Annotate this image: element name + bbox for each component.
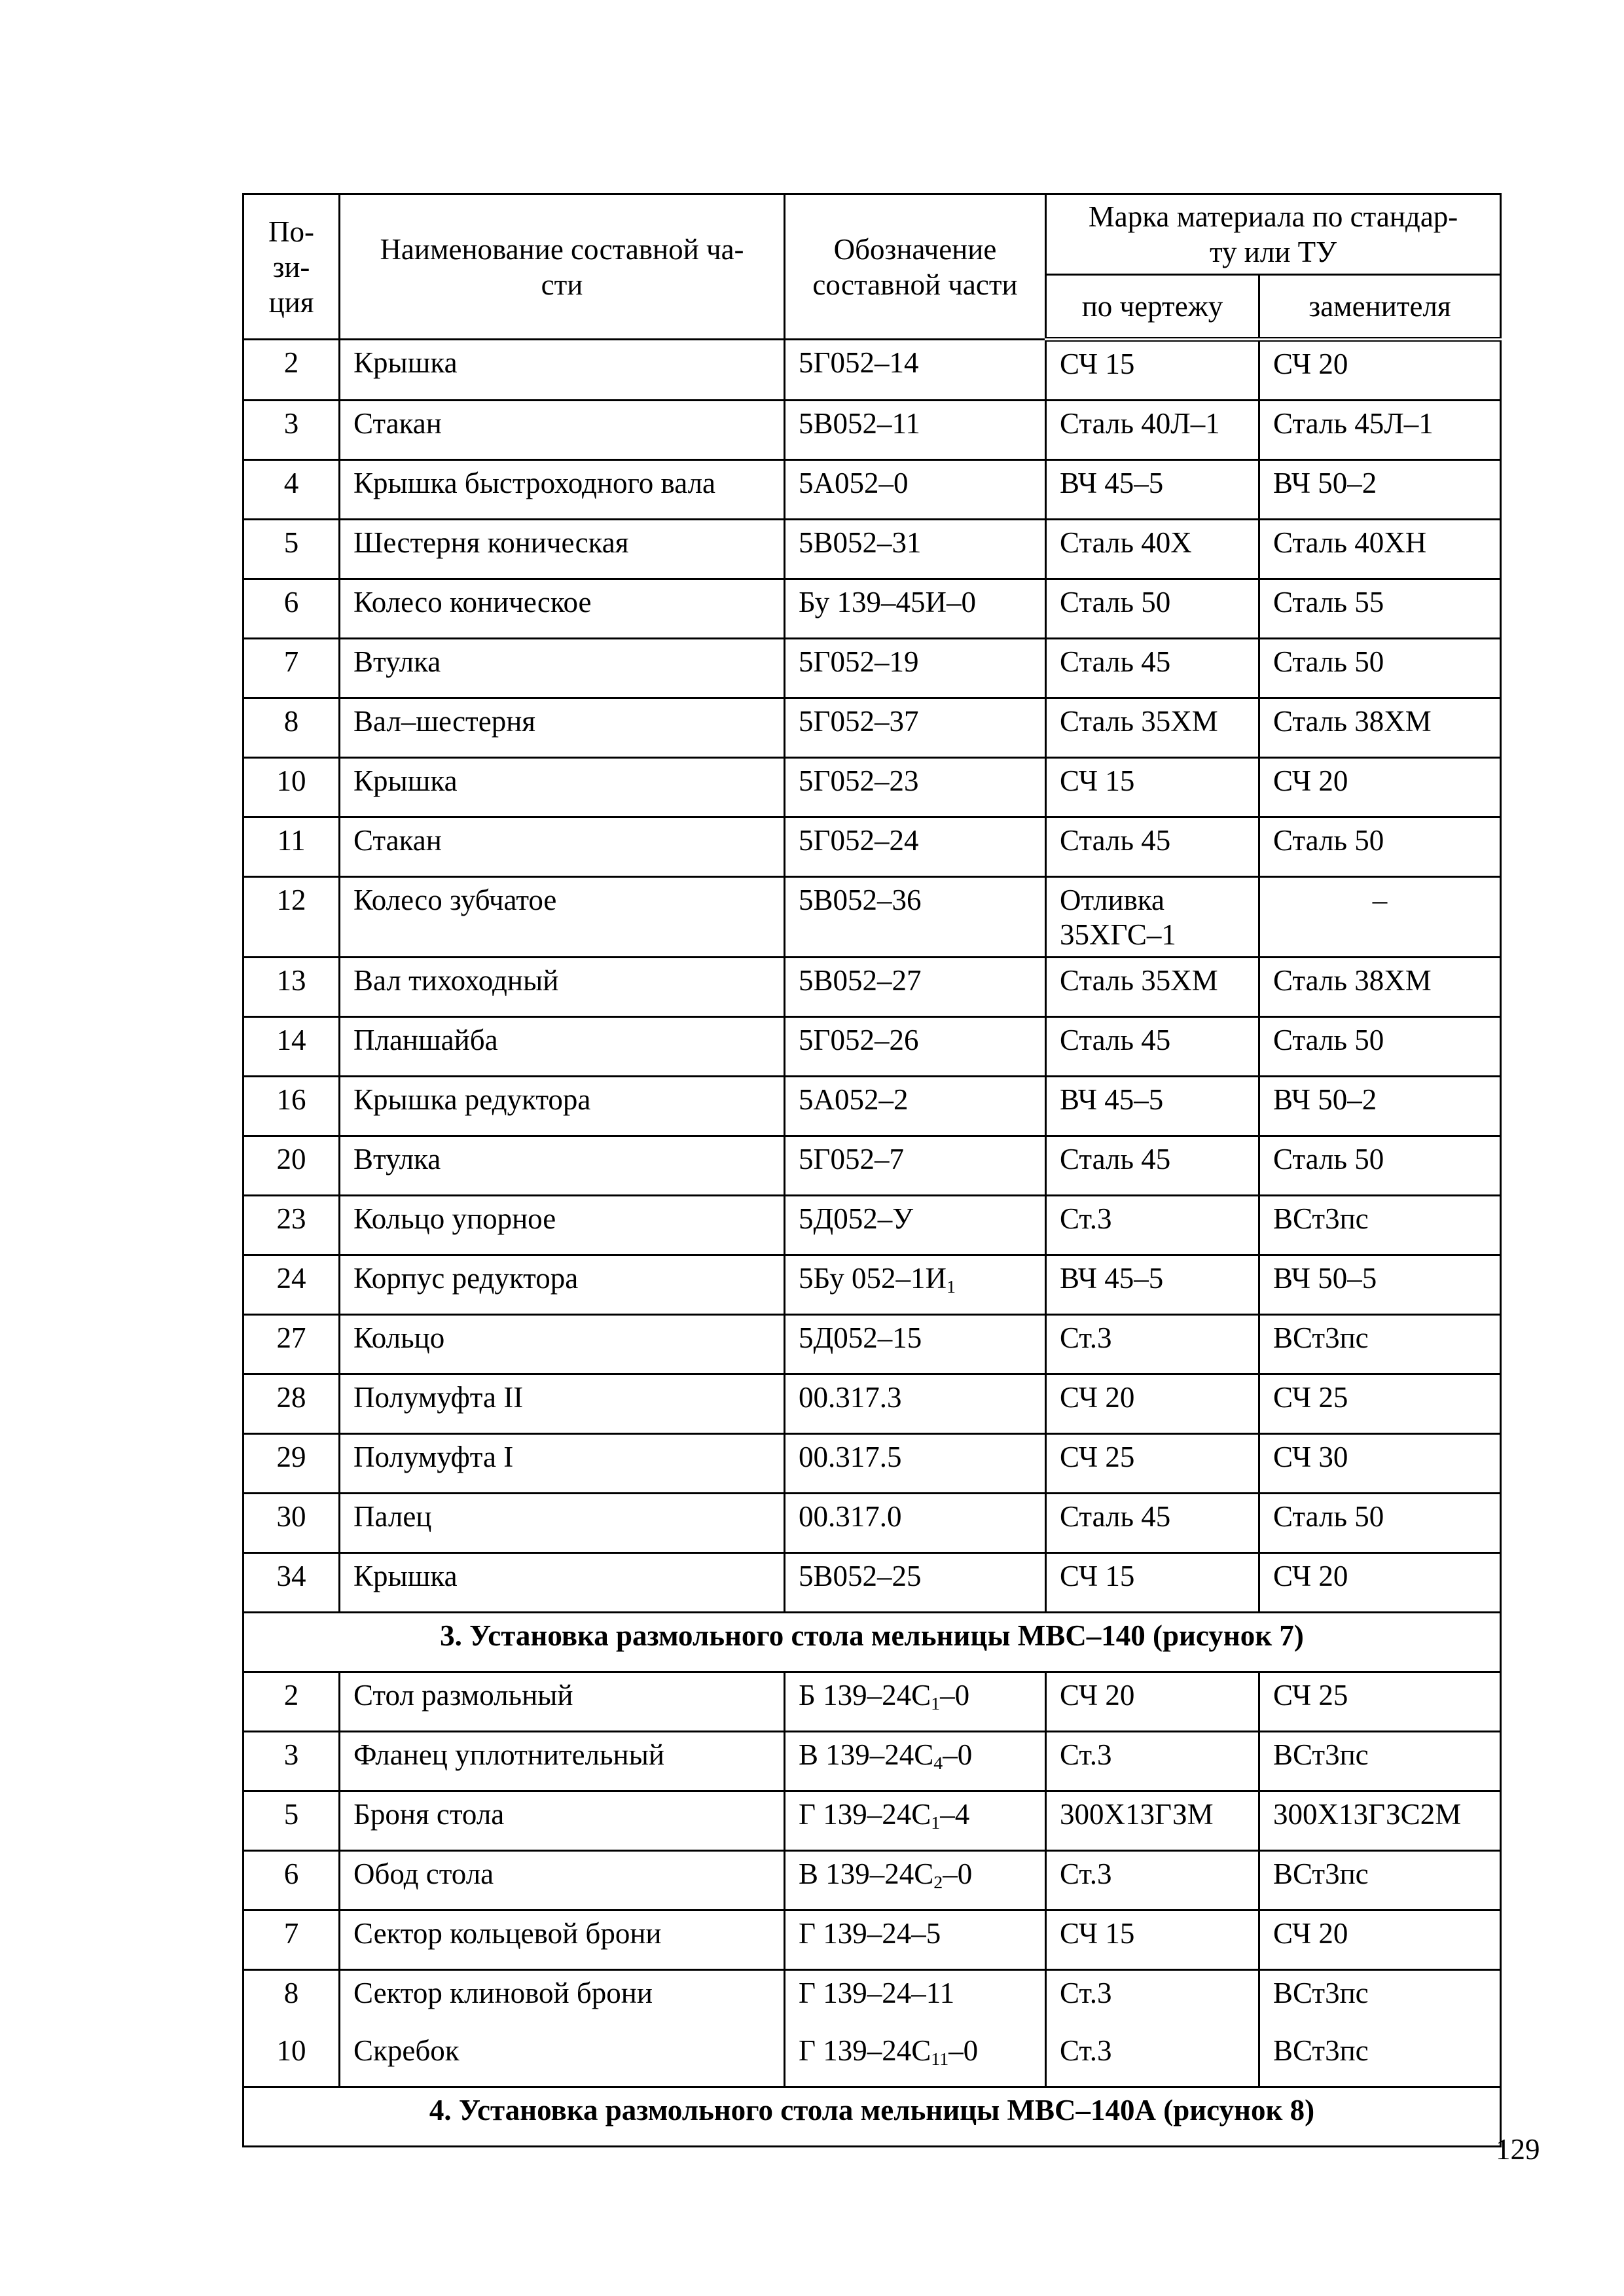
designation-text: Г 139–24С <box>799 2034 931 2068</box>
part-name-cell: Втулка <box>340 1136 785 1196</box>
designation-cell: 5Д052–15 <box>785 1315 1046 1374</box>
grade-by-drawing-cell: СЧ 25 <box>1046 1434 1259 1494</box>
position-cell: 13 <box>244 958 340 1017</box>
table-row <box>244 460 1501 520</box>
position-cell: 24 <box>244 1255 340 1315</box>
table-row <box>244 1970 1501 2029</box>
table-row <box>244 877 1501 958</box>
designation-cell <box>785 1255 1046 1315</box>
designation-cell: 5Д052–У <box>785 1196 1046 1255</box>
table-body <box>244 340 1501 2147</box>
grade-by-drawing-cell: Сталь 40Х <box>1046 520 1259 579</box>
grade-by-drawing-cell: Сталь 45 <box>1046 639 1259 698</box>
position-cell: 7 <box>244 1910 340 1970</box>
grade-substitute-cell: Сталь 38ХМ <box>1259 958 1501 1017</box>
grade-by-drawing-cell: ВЧ 45–5 <box>1046 1255 1259 1315</box>
grade-substitute-cell: ВСт3пс <box>1259 2028 1501 2087</box>
grade-substitute-cell: – <box>1259 877 1501 958</box>
position-cell: 4 <box>244 460 340 520</box>
designation-text: В 139–24С <box>799 1738 934 1772</box>
header-position: По- зи- ция <box>244 194 340 340</box>
designation-subscript: 2 <box>933 1873 943 1893</box>
table-row <box>244 1910 1501 1970</box>
position-cell: 20 <box>244 1136 340 1196</box>
grade-substitute-cell: ВЧ 50–2 <box>1259 460 1501 520</box>
table-row <box>244 1196 1501 1255</box>
grade-substitute-cell: ВСт3пс <box>1259 1196 1501 1255</box>
designation-cell <box>785 1672 1046 1732</box>
position-cell: 12 <box>244 877 340 958</box>
grade-substitute-cell: СЧ 20 <box>1259 1553 1501 1613</box>
table-row <box>244 1553 1501 1613</box>
grade-by-drawing-cell: Сталь 45 <box>1046 1136 1259 1196</box>
designation-text: В 139–24С <box>799 1857 934 1891</box>
table-row <box>244 958 1501 1017</box>
designation-cell <box>785 1851 1046 1910</box>
designation-subscript: 11 <box>931 2049 949 2070</box>
part-name-cell: Фланец уплотнительный <box>340 1732 785 1791</box>
part-name-cell: Втулка <box>340 639 785 698</box>
parts-materials-table <box>242 193 1502 2147</box>
grade-substitute-cell: Сталь 50 <box>1259 817 1501 877</box>
designation-cell <box>785 2028 1046 2087</box>
grade-substitute-cell: Сталь 45Л–1 <box>1259 401 1501 460</box>
grade-substitute-cell: Сталь 50 <box>1259 1494 1501 1553</box>
part-name-cell: Крышка <box>340 758 785 817</box>
grade-substitute-cell: ВЧ 50–2 <box>1259 1077 1501 1136</box>
part-name-cell: Броня стола <box>340 1791 785 1851</box>
grade-by-drawing-cell: Отливка 35ХГС–1 <box>1046 877 1259 958</box>
position-cell: 10 <box>244 2028 340 2087</box>
part-name-cell: Кольцо упорное <box>340 1196 785 1255</box>
grade-substitute-cell: СЧ 20 <box>1259 758 1501 817</box>
table-header <box>244 194 1501 340</box>
position-cell: 34 <box>244 1553 340 1613</box>
grade-substitute-cell: Сталь 50 <box>1259 1017 1501 1077</box>
grade-by-drawing-cell: Сталь 45 <box>1046 1017 1259 1077</box>
part-name-cell: Крышка быстроходного вала <box>340 460 785 520</box>
position-cell: 6 <box>244 579 340 639</box>
designation-subscript: 1 <box>946 1277 956 1298</box>
grade-by-drawing-cell: Ст.3 <box>1046 1970 1259 2029</box>
grade-by-drawing-cell: Сталь 45 <box>1046 817 1259 877</box>
grade-substitute-cell: ВСт3пс <box>1259 1851 1501 1910</box>
part-name-cell: Сектор кольцевой брони <box>340 1910 785 1970</box>
designation-cell: 5Г052–23 <box>785 758 1046 817</box>
designation-cell: 5Г052–24 <box>785 817 1046 877</box>
position-cell: 11 <box>244 817 340 877</box>
grade-by-drawing-cell: Сталь 35ХМ <box>1046 958 1259 1017</box>
grade-by-drawing-cell: СЧ 15 <box>1046 758 1259 817</box>
section-heading-row <box>244 2087 1501 2147</box>
designation-cell: 00.317.5 <box>785 1434 1046 1494</box>
table-row <box>244 579 1501 639</box>
table-row <box>244 520 1501 579</box>
designation-cell: 5В052–27 <box>785 958 1046 1017</box>
grade-by-drawing-cell: Ст.3 <box>1046 1315 1259 1374</box>
position-cell: 7 <box>244 639 340 698</box>
grade-by-drawing-cell: Ст.3 <box>1046 1196 1259 1255</box>
grade-substitute-cell: СЧ 25 <box>1259 1672 1501 1732</box>
position-cell: 3 <box>244 401 340 460</box>
grade-by-drawing-cell: Сталь 45 <box>1046 1494 1259 1553</box>
table-row <box>244 1374 1501 1434</box>
part-name-cell: Крышка <box>340 340 785 401</box>
designation-cell: 5В052–36 <box>785 877 1046 958</box>
designation-subscript: 1 <box>931 1813 941 1834</box>
position-cell: 30 <box>244 1494 340 1553</box>
part-name-cell: Колесо зубчатое <box>340 877 785 958</box>
table-row <box>244 639 1501 698</box>
table-row <box>244 1255 1501 1315</box>
table-row <box>244 1791 1501 1851</box>
grade-by-drawing-cell: Ст.3 <box>1046 1851 1259 1910</box>
designation-cell <box>785 1732 1046 1791</box>
grade-substitute-cell: Сталь 40ХН <box>1259 520 1501 579</box>
designation-cell: 5Г052–14 <box>785 340 1046 401</box>
designation-cell: 5А052–0 <box>785 460 1046 520</box>
part-name-cell: Вал–шестерня <box>340 698 785 758</box>
part-name-cell: Шестерня коническая <box>340 520 785 579</box>
designation-cell <box>785 1970 1046 2029</box>
grade-by-drawing-cell: Сталь 50 <box>1046 579 1259 639</box>
designation-cell: Бу 139–45И–0 <box>785 579 1046 639</box>
designation-text: Г 139–24–5 <box>799 1917 941 1950</box>
grade-by-drawing-cell: ВЧ 45–5 <box>1046 460 1259 520</box>
section-4-title: 4. Установка размольного стола мельницы МВС–140А (рисунок 8) <box>244 2087 1501 2147</box>
position-cell: 3 <box>244 1732 340 1791</box>
section-heading-row <box>244 1613 1501 1672</box>
part-name-cell: Полумуфта I <box>340 1434 785 1494</box>
table-row <box>244 1732 1501 1791</box>
table-row <box>244 401 1501 460</box>
header-substitute: заменителя <box>1259 275 1501 340</box>
page-number: 129 <box>1496 2133 1540 2166</box>
part-name-cell: Скребок <box>340 2028 785 2087</box>
position-cell: 6 <box>244 1851 340 1910</box>
table-row <box>244 1672 1501 1732</box>
grade-substitute-cell: ВСт3пс <box>1259 1732 1501 1791</box>
table-row <box>244 1017 1501 1077</box>
section-3-title: 3. Установка размольного стола мельницы МВС–140 (рисунок 7) <box>244 1613 1501 1672</box>
part-name-cell: Кольцо <box>340 1315 785 1374</box>
designation-cell: 5Г052–19 <box>785 639 1046 698</box>
position-cell: 2 <box>244 340 340 401</box>
part-name-cell: Стакан <box>340 817 785 877</box>
part-name-cell: Вал тихоходный <box>340 958 785 1017</box>
table-row <box>244 1315 1501 1374</box>
designation-suffix: –0 <box>943 1738 973 1772</box>
grade-substitute-cell: ВСт3пс <box>1259 1970 1501 2029</box>
table-row <box>244 2028 1501 2087</box>
part-name-cell: Крышка редуктора <box>340 1077 785 1136</box>
position-cell: 28 <box>244 1374 340 1434</box>
position-cell: 5 <box>244 1791 340 1851</box>
grade-by-drawing-cell: 300Х13ГЗМ <box>1046 1791 1259 1851</box>
position-cell: 14 <box>244 1017 340 1077</box>
grade-substitute-cell: СЧ 25 <box>1259 1374 1501 1434</box>
designation-cell: 00.317.3 <box>785 1374 1046 1434</box>
grade-by-drawing-cell: СЧ 20 <box>1046 1672 1259 1732</box>
grade-substitute-cell: СЧ 30 <box>1259 1434 1501 1494</box>
position-cell: 5 <box>244 520 340 579</box>
part-name-cell: Стол размольный <box>340 1672 785 1732</box>
designation-subscript: 4 <box>933 1753 943 1774</box>
table-row <box>244 758 1501 817</box>
part-name-cell: Планшайба <box>340 1017 785 1077</box>
designation-text: Г 139–24–11 <box>799 1977 955 2010</box>
table-row <box>244 698 1501 758</box>
grade-by-drawing-cell: СЧ 15 <box>1046 1553 1259 1613</box>
position-cell: 23 <box>244 1196 340 1255</box>
position-cell: 27 <box>244 1315 340 1374</box>
grade-substitute-cell: ВЧ 50–5 <box>1259 1255 1501 1315</box>
position-cell: 29 <box>244 1434 340 1494</box>
part-name-cell: Корпус редуктора <box>340 1255 785 1315</box>
designation-cell: 5Г052–7 <box>785 1136 1046 1196</box>
part-name-cell: Крышка <box>340 1553 785 1613</box>
grade-substitute-cell: СЧ 20 <box>1259 1910 1501 1970</box>
designation-cell: 00.317.0 <box>785 1494 1046 1553</box>
header-material-grade: Марка материала по стандар- ту или ТУ <box>1046 194 1501 275</box>
grade-by-drawing-cell: Ст.3 <box>1046 2028 1259 2087</box>
table-row <box>244 1136 1501 1196</box>
part-name-cell: Стакан <box>340 401 785 460</box>
designation-suffix: –4 <box>940 1798 970 1831</box>
header-by-drawing: по чертежу <box>1046 275 1259 340</box>
grade-substitute-cell: Сталь 55 <box>1259 579 1501 639</box>
position-cell: 8 <box>244 1970 340 2029</box>
designation-cell: 5А052–2 <box>785 1077 1046 1136</box>
designation-cell: 5Г052–26 <box>785 1017 1046 1077</box>
designation-cell: 5В052–25 <box>785 1553 1046 1613</box>
grade-by-drawing-cell: СЧ 15 <box>1046 340 1259 401</box>
position-cell: 16 <box>244 1077 340 1136</box>
designation-text: Б 139–24С <box>799 1679 931 1712</box>
table-row <box>244 340 1501 401</box>
grade-substitute-cell: Сталь 50 <box>1259 1136 1501 1196</box>
header-part-name: Наименование составной ча- сти <box>340 194 785 340</box>
designation-cell <box>785 1791 1046 1851</box>
grade-substitute-cell: 300Х13ГЗС2М <box>1259 1791 1501 1851</box>
position-cell: 8 <box>244 698 340 758</box>
table-row <box>244 817 1501 877</box>
part-name-cell: Полумуфта II <box>340 1374 785 1434</box>
designation-cell: 5В052–11 <box>785 401 1046 460</box>
table-row <box>244 1851 1501 1910</box>
designation-subscript: 1 <box>931 1694 941 1715</box>
designation-cell: 5Г052–37 <box>785 698 1046 758</box>
table-row <box>244 1434 1501 1494</box>
header-part-designation: Обозначение составной части <box>785 194 1046 340</box>
part-name-cell: Обод стола <box>340 1851 785 1910</box>
grade-substitute-cell: Сталь 50 <box>1259 639 1501 698</box>
designation-text: 5Бу 052–1И <box>799 1262 947 1295</box>
grade-by-drawing-cell: Сталь 40Л–1 <box>1046 401 1259 460</box>
grade-substitute-cell: СЧ 20 <box>1259 340 1501 401</box>
table-row <box>244 1494 1501 1553</box>
grade-by-drawing-cell: Сталь 35ХМ <box>1046 698 1259 758</box>
designation-suffix: –0 <box>948 2034 979 2068</box>
grade-by-drawing-cell: СЧ 20 <box>1046 1374 1259 1434</box>
grade-substitute-cell: Сталь 38ХМ <box>1259 698 1501 758</box>
position-cell: 10 <box>244 758 340 817</box>
designation-suffix: –0 <box>943 1857 973 1891</box>
designation-cell <box>785 1910 1046 1970</box>
part-name-cell: Колесо коническое <box>340 579 785 639</box>
grade-by-drawing-cell: ВЧ 45–5 <box>1046 1077 1259 1136</box>
table-row <box>244 1077 1501 1136</box>
designation-text: Г 139–24С <box>799 1798 931 1831</box>
grade-by-drawing-cell: Ст.3 <box>1046 1732 1259 1791</box>
grade-substitute-cell: ВСт3пс <box>1259 1315 1501 1374</box>
part-name-cell: Сектор клиновой брони <box>340 1970 785 2029</box>
position-cell: 2 <box>244 1672 340 1732</box>
designation-cell: 5В052–31 <box>785 520 1046 579</box>
part-name-cell: Палец <box>340 1494 785 1553</box>
designation-suffix: –0 <box>940 1679 970 1712</box>
grade-by-drawing-cell: СЧ 15 <box>1046 1910 1259 1970</box>
